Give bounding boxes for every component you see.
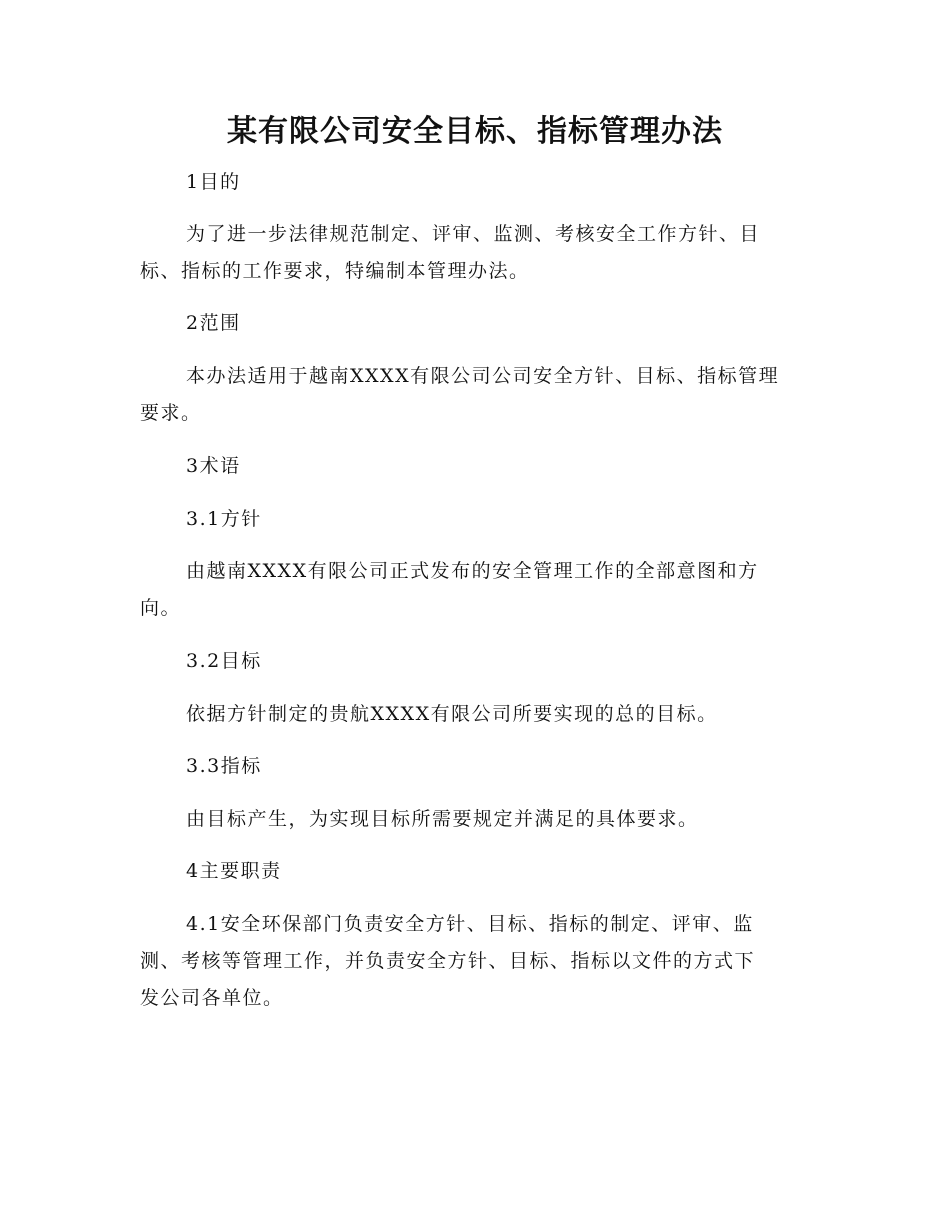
paragraph-line: 向。 [140, 597, 182, 619]
section-heading-terms: 3术语 [186, 455, 241, 477]
section-heading-responsibilities: 4主要职责 [186, 860, 282, 882]
subsection-heading-policy: 3.1方针 [186, 508, 262, 530]
section-heading-purpose: 1目的 [186, 171, 241, 193]
section-heading-scope: 2范围 [186, 312, 241, 334]
paragraph-line: 测、考核等管理工作，并负责安全方针、目标、指标以文件的方式下 [140, 950, 756, 972]
paragraph-line: 要求。 [140, 402, 202, 424]
paragraph-line: 标、指标的工作要求，特编制本管理办法。 [140, 260, 530, 282]
paragraph-line: 为了进一步法律规范制定、评审、监测、考核安全工作方针、目 [186, 223, 761, 245]
paragraph-line: 发公司各单位。 [140, 987, 284, 1009]
subsection-heading-objective: 3.2目标 [186, 650, 262, 672]
paragraph-line: 由目标产生，为实现目标所需要规定并满足的具体要求。 [186, 808, 699, 830]
paragraph-line: 依据方针制定的贵航XXXX有限公司所要实现的总的目标。 [186, 703, 718, 725]
document-title: 某有限公司安全目标、指标管理办法 [227, 114, 723, 149]
subsection-heading-indicator: 3.3指标 [186, 755, 262, 777]
paragraph-line: 本办法适用于越南XXXX有限公司公司安全方针、目标、指标管理 [186, 365, 780, 387]
paragraph-line: 由越南XXXX有限公司正式发布的安全管理工作的全部意图和方 [186, 560, 759, 582]
paragraph-line: 4.1安全环保部门负责安全方针、目标、指标的制定、评审、监 [186, 913, 754, 935]
